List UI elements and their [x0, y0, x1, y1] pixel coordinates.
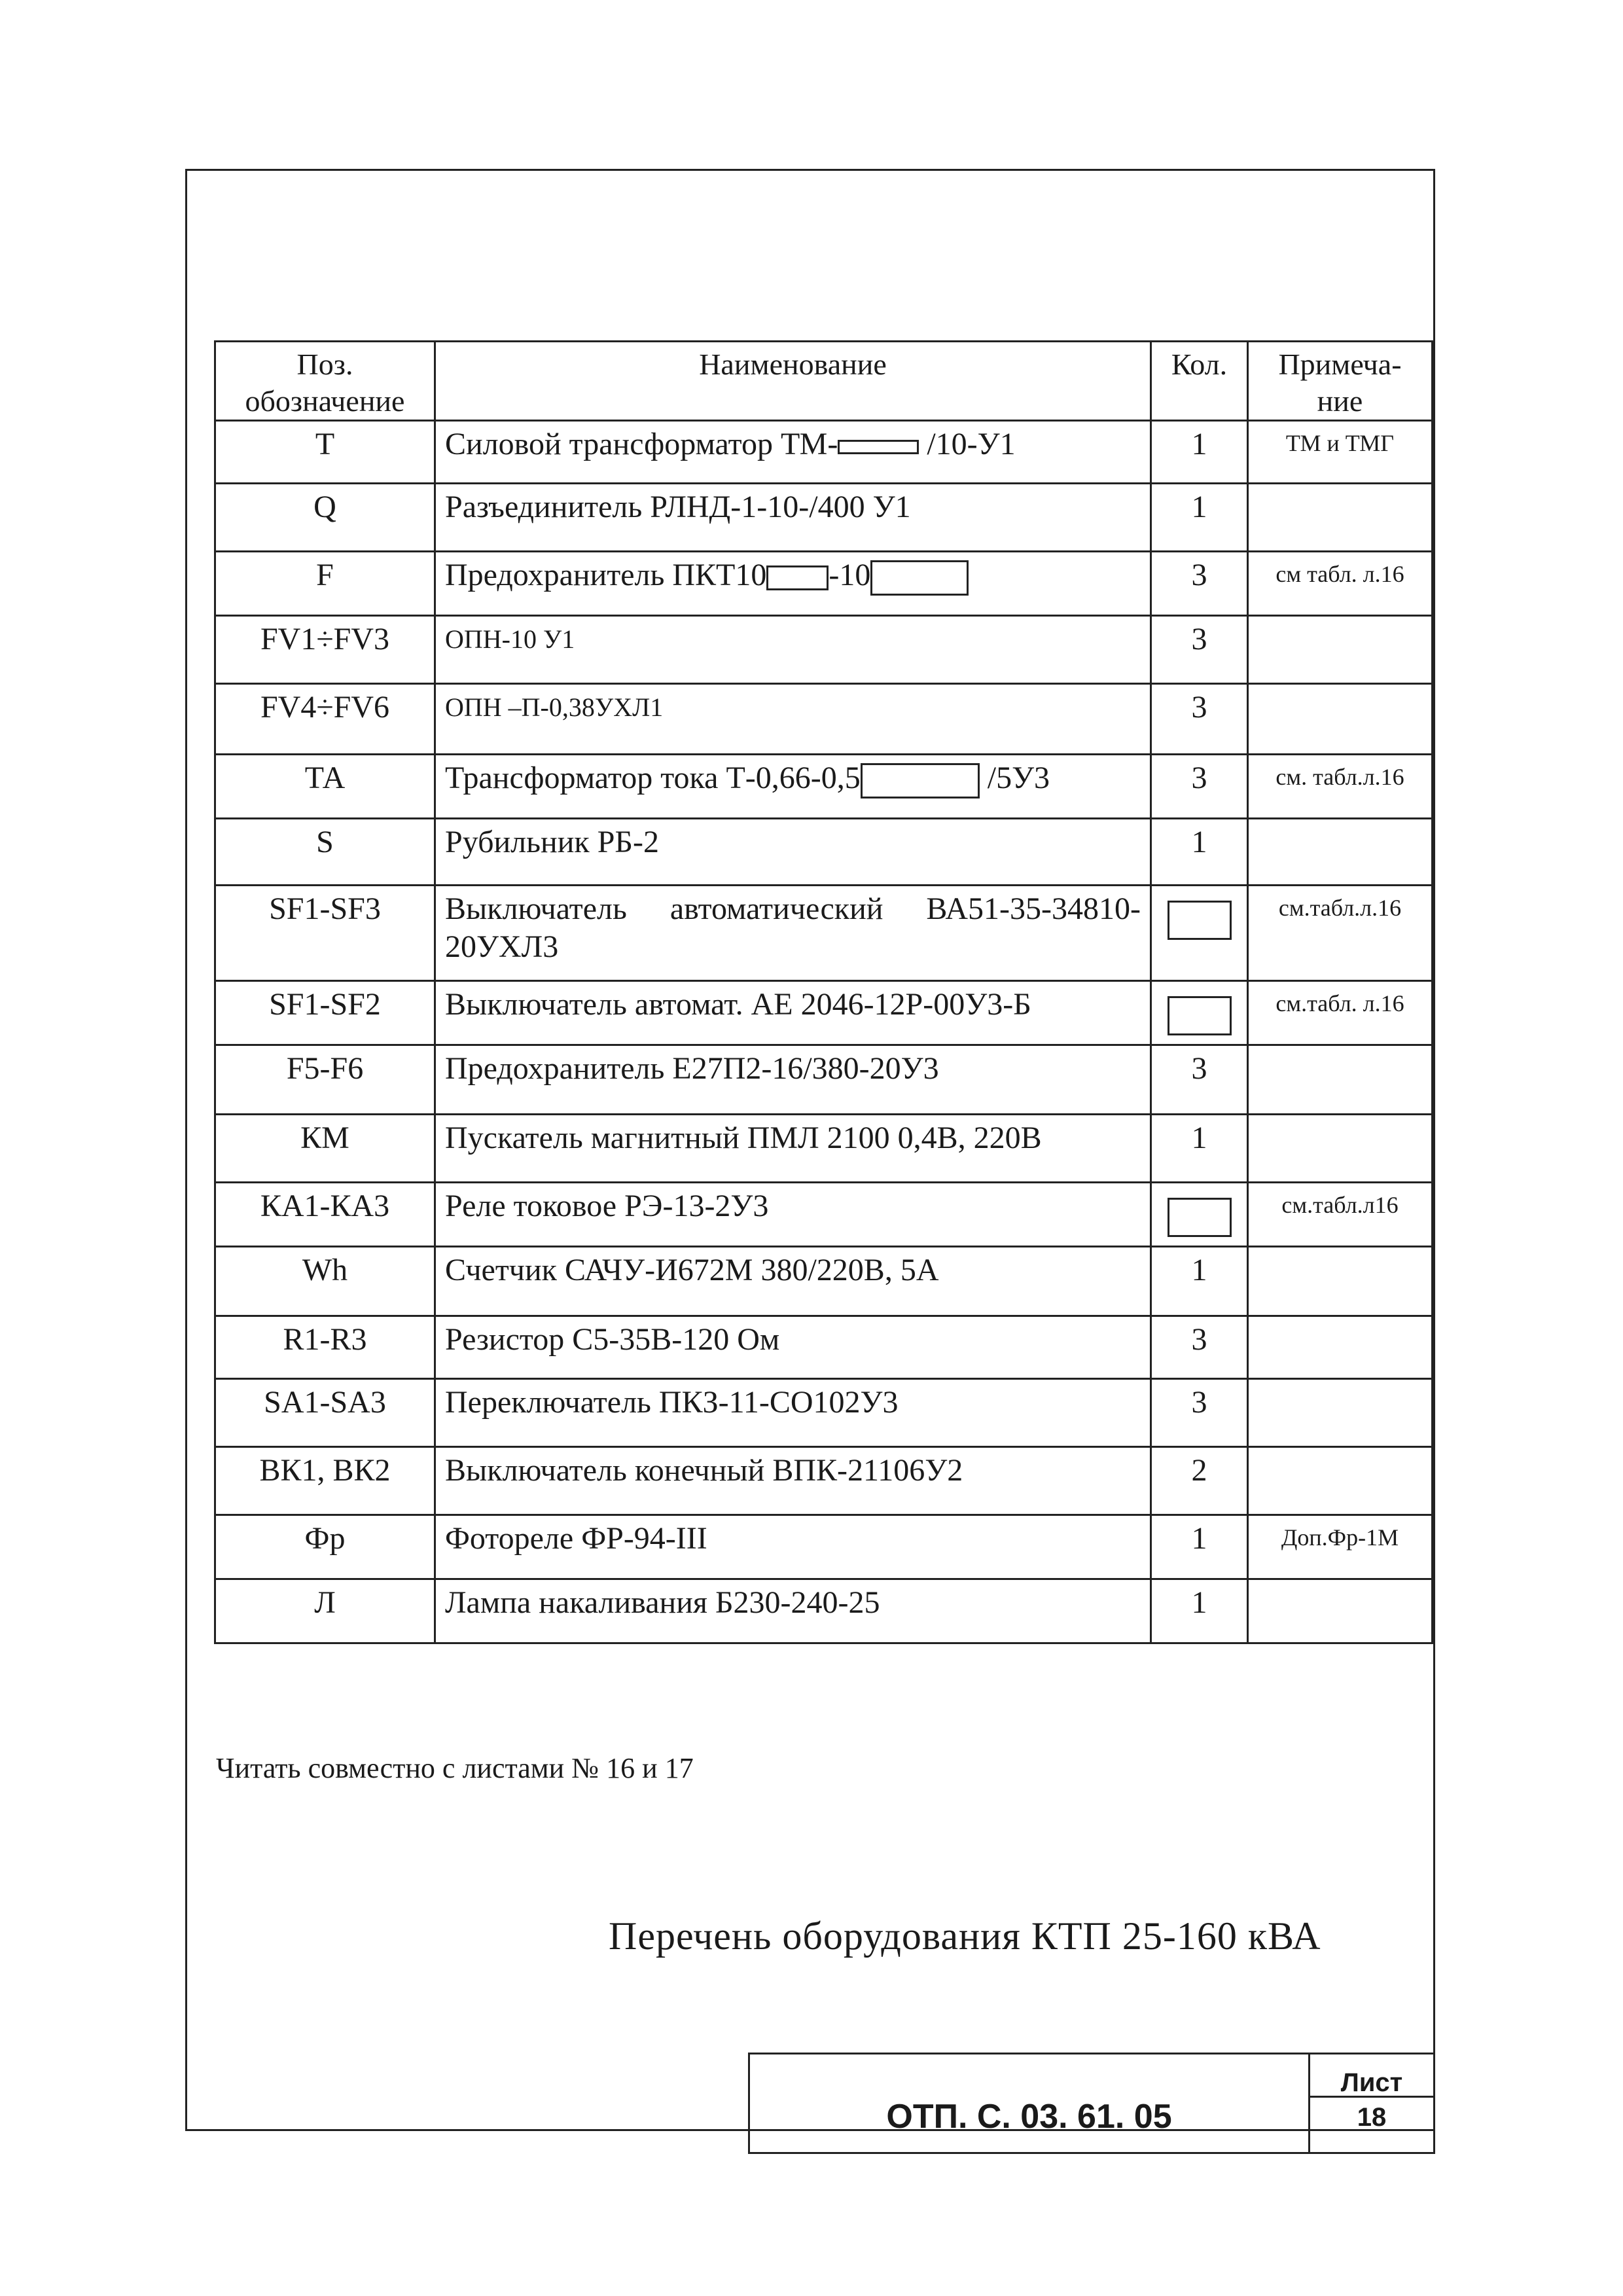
document-code: ОТП. С. 03. 61. 05 [750, 2054, 1310, 2152]
equipment-table [214, 340, 1433, 1644]
cell-name: ОПН –П-0,38УХЛ1 [435, 684, 1151, 755]
cell-qty: 1 [1151, 1515, 1248, 1579]
title-block [748, 2053, 1435, 2154]
table-row [215, 552, 1433, 616]
cell-qty: 3 [1151, 1316, 1248, 1379]
table-row [215, 755, 1433, 819]
cell-pos: SF1-SF3 [215, 886, 435, 981]
cell-name [435, 552, 1151, 616]
cell-note: Доп.Фр-1М [1248, 1515, 1433, 1579]
cell-qty: 1 [1151, 1115, 1248, 1183]
cell-name: Реле токовое РЭ-13-2У3 [435, 1183, 1151, 1247]
qty-blank-box [1168, 996, 1232, 1035]
table-row [215, 1379, 1433, 1447]
cell-pos: Фр [215, 1515, 435, 1579]
footnote: Читать совместно с листами № 16 и 17 [216, 1752, 694, 1784]
table-row [215, 484, 1433, 552]
cell-note [1248, 616, 1433, 684]
header-qty: Кол. [1151, 342, 1248, 421]
cell-qty: 1 [1151, 819, 1248, 886]
sheet-label: Лист [1310, 2054, 1433, 2098]
cell-pos: SA1-SA3 [215, 1379, 435, 1447]
table-row [215, 1183, 1433, 1247]
cell-pos: КМ [215, 1115, 435, 1183]
blank-box [861, 763, 980, 798]
cell-qty: 1 [1151, 1579, 1248, 1643]
header-note: Примеча-ние [1248, 342, 1433, 421]
cell-qty: 1 [1151, 421, 1248, 484]
cell-qty: 3 [1151, 1379, 1248, 1447]
cell-qty: 1 [1151, 484, 1248, 552]
table-row [215, 1045, 1433, 1115]
cell-name: Фотореле ФР-94-III [435, 1515, 1151, 1579]
name-text-mid: -10 [829, 558, 871, 592]
cell-name: Рубильник РБ-2 [435, 819, 1151, 886]
cell-qty [1151, 1183, 1248, 1247]
cell-pos: SF1-SF2 [215, 981, 435, 1045]
cell-name: Резистор С5-35В-120 Ом [435, 1316, 1151, 1379]
cell-pos: F [215, 552, 435, 616]
table-row [215, 1447, 1433, 1515]
cell-pos: F5-F6 [215, 1045, 435, 1115]
cell-name: Выключатель автомат. АЕ 2046-12Р-00У3-Б [435, 981, 1151, 1045]
table-header-row [215, 342, 1433, 421]
cell-qty: 3 [1151, 552, 1248, 616]
cell-qty: 3 [1151, 755, 1248, 819]
cell-note [1248, 1045, 1433, 1115]
cell-note [1248, 1115, 1433, 1183]
cell-qty [1151, 981, 1248, 1045]
cell-pos: Л [215, 1579, 435, 1643]
cell-name: Предохранитель Е27П2-16/380-20У3 [435, 1045, 1151, 1115]
cell-qty: 3 [1151, 616, 1248, 684]
cell-name: Пускатель магнитный ПМЛ 2100 0,4В, 220В [435, 1115, 1151, 1183]
cell-pos: FV1÷FV3 [215, 616, 435, 684]
name-text: Трансформатор тока Т-0,66-0,5 [445, 761, 861, 795]
cell-note: см.табл.л.16 [1248, 886, 1433, 981]
cell-note [1248, 684, 1433, 755]
cell-note: см. табл.л.16 [1248, 755, 1433, 819]
name-text: Силовой трансформатор ТМ- [445, 427, 838, 461]
table-row [215, 886, 1433, 981]
table-row [215, 1316, 1433, 1379]
cell-note [1248, 819, 1433, 886]
table-row [215, 421, 1433, 484]
cell-name: Лампа накаливания Б230-240-25 [435, 1579, 1151, 1643]
cell-qty [1151, 886, 1248, 981]
cell-pos: R1-R3 [215, 1316, 435, 1379]
cell-name [435, 755, 1151, 819]
cell-qty: 3 [1151, 1045, 1248, 1115]
cell-qty: 3 [1151, 684, 1248, 755]
cell-pos: ТА [215, 755, 435, 819]
qty-blank-box [1168, 1198, 1232, 1237]
sheet-number: 18 [1357, 2103, 1387, 2132]
cell-name [435, 421, 1151, 484]
table-row [215, 684, 1433, 755]
cell-note [1248, 1447, 1433, 1515]
cell-pos: КА1-КА3 [215, 1183, 435, 1247]
name-text-suffix: /10-У1 [919, 427, 1016, 461]
cell-qty: 1 [1151, 1247, 1248, 1316]
cell-qty: 2 [1151, 1447, 1248, 1515]
cell-pos: Q [215, 484, 435, 552]
cell-note [1248, 1316, 1433, 1379]
cell-note [1248, 1247, 1433, 1316]
table-row [215, 981, 1433, 1045]
table-row [215, 1247, 1433, 1316]
name-text-suffix: /5У3 [979, 761, 1050, 795]
cell-name: Выключатель автоматический ВА51-35-34810-20УХЛ3 [435, 886, 1151, 981]
cell-name: ОПН-10 У1 [435, 616, 1151, 684]
cell-note [1248, 484, 1433, 552]
cell-note: см.табл. л.16 [1248, 981, 1433, 1045]
cell-note: см.табл.л16 [1248, 1183, 1433, 1247]
cell-pos: Т [215, 421, 435, 484]
cell-note [1248, 1379, 1433, 1447]
table-row [215, 616, 1433, 684]
cell-note: см табл. л.16 [1248, 552, 1433, 616]
header-pos: Поз. обозначение [215, 342, 435, 421]
table-row [215, 1579, 1433, 1643]
cell-pos: FV4÷FV6 [215, 684, 435, 755]
cell-name: Переключатель ПКЗ-11-СО102У3 [435, 1379, 1151, 1447]
cell-pos: S [215, 819, 435, 886]
table-row [215, 819, 1433, 886]
cell-name: Разъединитель РЛНД-1-10-/400 У1 [435, 484, 1151, 552]
name-text: Предохранитель ПКТ10 [445, 558, 767, 592]
document-title: Перечень оборудования КТП 25-160 кВА [609, 1914, 1321, 1958]
table-row [215, 1515, 1433, 1579]
cell-name: Выключатель конечный ВПК-21106У2 [435, 1447, 1151, 1515]
cell-name: Счетчик САЧУ-И672М 380/220В, 5А [435, 1247, 1151, 1316]
blank-box [838, 440, 919, 454]
cell-note: ТМ и ТМГ [1248, 421, 1433, 484]
cell-pos: ВК1, ВК2 [215, 1447, 435, 1515]
cell-note [1248, 1579, 1433, 1643]
qty-blank-box [1168, 901, 1232, 940]
blank-box [870, 560, 969, 596]
table-row [215, 1115, 1433, 1183]
blank-box [766, 565, 829, 590]
cell-pos: Wh [215, 1247, 435, 1316]
header-name: Наименование [435, 342, 1151, 421]
